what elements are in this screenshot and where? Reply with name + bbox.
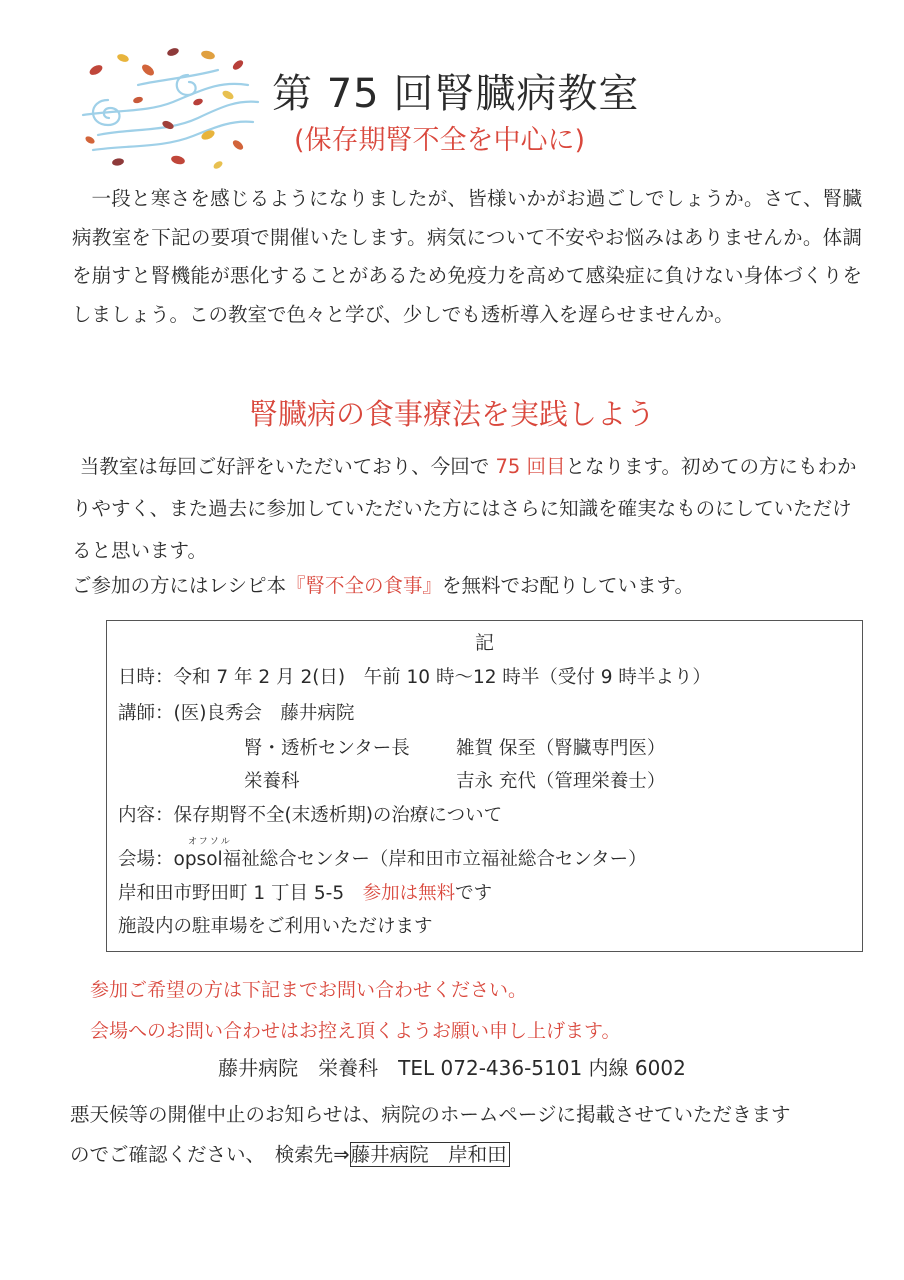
page-subtitle: (保存期腎不全を中心に): [294, 125, 586, 156]
lecturer1-dept: 腎・透析センター長: [244, 738, 410, 759]
recipe-note: [72, 570, 694, 598]
venue-ruby: オフソル: [188, 837, 232, 847]
section-text-before: 当教室は毎回ご好評をいただいており、今回で: [79, 455, 496, 478]
footer-line-1: 悪天候等の開催中止のお知らせは、病院のホームページに掲載させていただきます: [70, 1103, 791, 1126]
lecturer2-name: 吉永 充代（管理栄養士）: [456, 771, 666, 792]
lecturer1-name: 雑賀 保至（腎臓専門医）: [456, 738, 666, 759]
page-title: 第 75 回腎臓病教室: [272, 71, 640, 117]
details-parking: 施設内の駐車場をご利用いただけます: [118, 916, 433, 937]
details-datetime: 日時：令和 7 年 2 月 2(日) 午前 10 時～12 時半（受付 9 時半より）: [118, 667, 711, 688]
recipe-text-before: ご参加の方にはレシピ本: [72, 574, 287, 597]
recipe-book-title: 『腎不全の食事』: [286, 574, 443, 597]
lecturer2-dept: 栄養科: [244, 771, 300, 792]
footer-line-2: [70, 1139, 510, 1167]
search-term-box: 藤井病院 岸和田: [350, 1142, 510, 1167]
intro-paragraph: 一段と寒さを感じるようになりましたが、皆様いかがお過ごしでしょうか。さて、腎臓病教室を下記の要項で開催いたします。病気について不安やお悩みはありませんか。体調を崩すと腎機能が悪化することがあるため免疫力を高めて感染症に負けない身体づくりをしましょう。この教室で色々と学び、少しでも透析導入を遅らせませんか。: [72, 187, 862, 326]
autumn-leaves-illustration: [78, 40, 263, 175]
contact-line-2: 会場へのお問い合わせはお控え頂くようお願い申し上げます。: [90, 1020, 621, 1042]
details-heading: 記: [474, 632, 494, 654]
details-content: 内容：保存期腎不全(末透析期)の治療について: [118, 805, 503, 826]
details-venue: 会場：opsol福祉総合センター（岸和田市立福祉総合センター）: [118, 849, 647, 870]
contact-line-1: 参加ご希望の方は下記までお問い合わせください。: [90, 979, 528, 1001]
contact-phone: 藤井病院 栄養科 TEL 072-436-5101 内線 6002: [218, 1056, 686, 1080]
details-lecturer: 講師：(医)良秀会 藤井病院: [118, 703, 355, 724]
recipe-text-after: を無料でお配りしています。: [442, 574, 694, 597]
section-heading: 腎臓病の食事療法を実践しよう: [248, 397, 655, 431]
section-text-after: となります。初めての方にもわかりやすく、また過去に参加していただいた方にはさらに知識を確実なものにしていただけると思います。: [72, 455, 857, 562]
section-paragraph: [72, 446, 862, 572]
details-address-line: [118, 879, 492, 905]
venue-address: 岸和田市野田町 1 丁目 5-5: [118, 883, 345, 904]
session-count-highlight: 75 回目: [495, 455, 566, 478]
footer-text: のでご確認ください、 検索先⇒: [70, 1143, 350, 1166]
free-suffix: です: [455, 883, 493, 904]
free-admission: 参加は無料: [362, 883, 456, 904]
